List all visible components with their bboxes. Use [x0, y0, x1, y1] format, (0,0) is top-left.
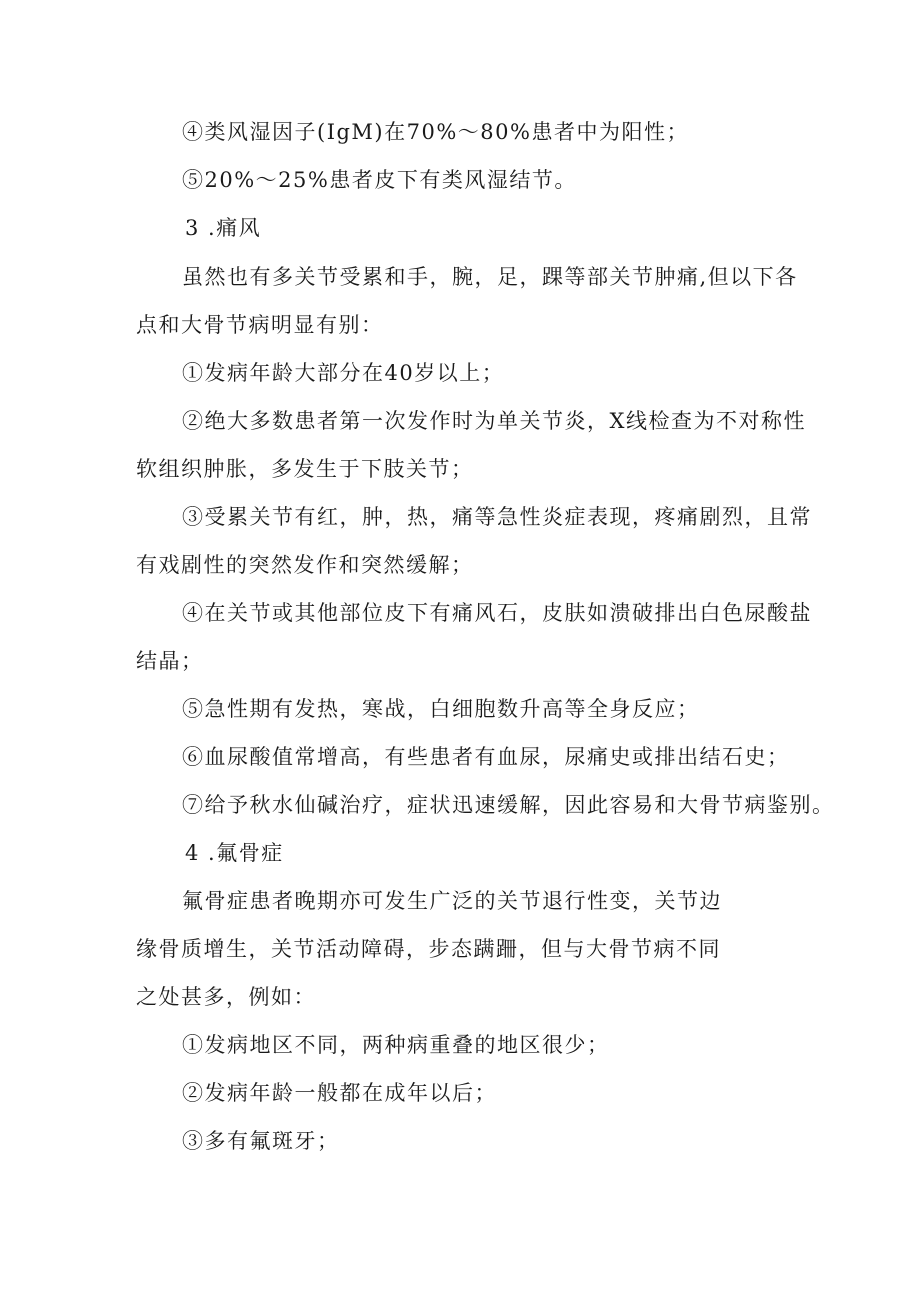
text-line: 软组织肿胀，多发生于下肢关节；: [136, 457, 474, 481]
text-line: 有戏剧性的突然发作和突然缓解；: [136, 553, 474, 577]
text-line: ①发病年龄大部分在40岁以上；: [182, 361, 505, 385]
text-line: ①发病地区不同，两种病重叠的地区很少；: [182, 1033, 610, 1057]
text-line: 氟骨症患者晚期亦可发生广泛的关节退行性变，关节边: [182, 889, 722, 913]
text-line: ③受累关节有红，肿，热，痛等急性炎症表现，疼痛剧烈，且常: [182, 505, 812, 529]
text-line: ④类风湿因子(IgM)在70%～80%患者中为阳性；: [182, 120, 689, 144]
text-line: 之处甚多，例如：: [136, 985, 316, 1009]
text-line: ⑤急性期有发热，寒战，白细胞数升高等全身反应；: [182, 697, 700, 721]
section-heading: 4 .氟骨症: [185, 841, 284, 865]
text-line: ③多有氟斑牙；: [182, 1129, 340, 1153]
text-line: 虽然也有多关节受累和手，腕，足，踝等部关节肿痛,但以下各: [182, 265, 798, 289]
text-line: ④在关节或其他部位皮下有痛风石，皮肤如溃破排出白色尿酸盐: [182, 601, 812, 625]
text-line: 点和大骨节病明显有别：: [136, 313, 384, 337]
text-line: 结晶；: [136, 649, 204, 673]
text-line: ②绝大多数患者第一次发作时为单关节炎，X线检查为不对称性: [182, 409, 806, 433]
section-heading: 3 .痛风: [185, 216, 262, 240]
text-line: ⑤20%～25%患者皮下有类风湿结节。: [182, 168, 577, 192]
text-line: 缘骨质增生，关节活动障碍，步态蹒跚，但与大骨节病不同: [136, 937, 721, 961]
text-line: ⑦给予秋水仙碱治疗，症状迅速缓解，因此容易和大骨节病鉴别。: [182, 793, 835, 817]
text-line: ②发病年龄一般都在成年以后；: [182, 1081, 497, 1105]
text-line: ⑥血尿酸值常增高，有些患者有血尿，尿痛史或排出结石史；: [182, 745, 790, 769]
